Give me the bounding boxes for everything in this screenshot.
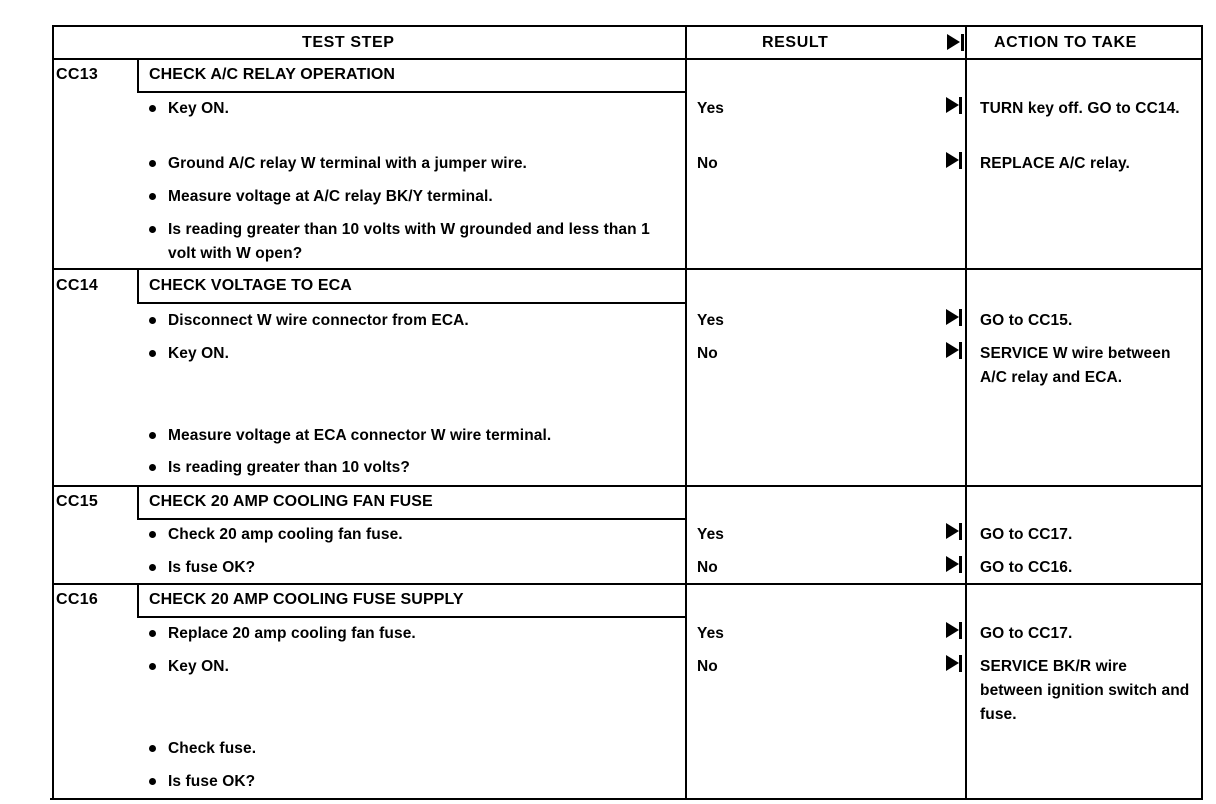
- step-instruction: Key ON.: [168, 100, 229, 117]
- step-title: CHECK 20 AMP COOLING FUSE SUPPLY: [149, 591, 464, 608]
- step-instruction: Check fuse.: [168, 740, 257, 757]
- step-instruction: Ground A/C relay W terminal with a jumper wire.: [168, 155, 527, 172]
- bullet-icon: [149, 432, 156, 439]
- bullet-icon: [149, 564, 156, 571]
- bullet-icon: [149, 745, 156, 752]
- action-text: GO to CC17.: [980, 526, 1073, 543]
- result-value: No: [697, 155, 718, 172]
- bullet-icon: [149, 630, 156, 637]
- bullet-icon: [149, 226, 156, 233]
- bullet-icon: [149, 778, 156, 785]
- table-right-border: [1201, 25, 1203, 800]
- bullet-icon: [149, 193, 156, 200]
- arrow-icon: [946, 309, 959, 325]
- action-text: SERVICE W wire between A/C relay and ECA.: [980, 345, 1171, 386]
- action-text: GO to CC16.: [980, 559, 1073, 576]
- step-title: CHECK A/C RELAY OPERATION: [149, 66, 396, 83]
- step-instruction: Replace 20 amp cooling fan fuse.: [168, 625, 416, 642]
- result-value: No: [697, 559, 718, 576]
- action-text: GO to CC15.: [980, 312, 1073, 329]
- arrow-bar: [959, 622, 962, 639]
- section-divider: [52, 485, 1203, 487]
- step-code: CC13: [56, 66, 99, 83]
- step-instruction: Is reading greater than 10 volts?: [168, 459, 410, 476]
- step-title: CHECK VOLTAGE TO ECA: [149, 277, 352, 294]
- step-instruction: Is reading greater than 10 volts with W grounded and less than 1 volt with W open?: [168, 221, 650, 262]
- result-value: No: [697, 345, 718, 362]
- step-instruction: Measure voltage at A/C relay BK/Y terminal.: [168, 188, 493, 205]
- arrow-icon: [946, 556, 959, 572]
- header-result: RESULT: [762, 34, 829, 51]
- table-left-border: [52, 25, 54, 800]
- step-instruction: Is fuse OK?: [168, 559, 256, 576]
- arrow-icon: [946, 655, 959, 671]
- step-code: CC16: [56, 591, 99, 608]
- bullet-icon: [149, 160, 156, 167]
- step-instruction: Key ON.: [168, 345, 229, 362]
- arrow-icon: [946, 97, 959, 113]
- code-cell-divider: [137, 58, 139, 92]
- title-cell-bottom: [137, 91, 686, 93]
- step-title: CHECK 20 AMP COOLING FAN FUSE: [149, 493, 433, 510]
- title-cell-bottom: [137, 616, 686, 618]
- bullet-icon: [149, 105, 156, 112]
- table-bottom-border: [50, 798, 1203, 800]
- arrow-bar: [959, 309, 962, 326]
- bullet-icon: [149, 317, 156, 324]
- bullet-icon: [149, 350, 156, 357]
- arrow-bar: [959, 97, 962, 114]
- step-instruction: Check 20 amp cooling fan fuse.: [168, 526, 403, 543]
- bullet-icon: [149, 663, 156, 670]
- step-code: CC15: [56, 493, 99, 510]
- section-divider: [52, 268, 1203, 270]
- arrow-icon: [946, 152, 959, 168]
- step-code: CC14: [56, 277, 99, 294]
- code-cell-divider: [137, 485, 139, 519]
- header-arrow-icon: [947, 34, 960, 50]
- header-test-step: TEST STEP: [302, 34, 395, 51]
- action-text: SERVICE BK/R wire between ignition switch and fuse.: [980, 658, 1190, 723]
- arrow-bar: [959, 152, 962, 169]
- step-instruction: Is fuse OK?: [168, 773, 256, 790]
- table-top-border: [52, 25, 1203, 27]
- bullet-icon: [149, 464, 156, 471]
- arrow-icon: [946, 622, 959, 638]
- title-cell-bottom: [137, 302, 686, 304]
- result-value: Yes: [697, 312, 725, 329]
- arrow-icon: [946, 342, 959, 358]
- code-cell-divider: [137, 583, 139, 617]
- arrow-bar: [959, 342, 962, 359]
- section-divider: [52, 583, 1203, 585]
- action-text: REPLACE A/C relay.: [980, 155, 1130, 172]
- step-instruction: Measure voltage at ECA connector W wire terminal.: [168, 427, 552, 444]
- result-value: No: [697, 658, 718, 675]
- result-value: Yes: [697, 625, 725, 642]
- arrow-bar: [959, 556, 962, 573]
- column-divider-action: [965, 25, 967, 800]
- action-text: TURN key off. GO to CC14.: [980, 100, 1180, 117]
- header-bottom-border: [52, 58, 1203, 60]
- header-action: ACTION TO TAKE: [994, 34, 1137, 51]
- title-cell-bottom: [137, 518, 686, 520]
- result-value: Yes: [697, 526, 725, 543]
- action-text: GO to CC17.: [980, 625, 1073, 642]
- result-value: Yes: [697, 100, 725, 117]
- step-instruction: Disconnect W wire connector from ECA.: [168, 312, 469, 329]
- code-cell-divider: [137, 268, 139, 303]
- arrow-bar: [959, 655, 962, 672]
- column-divider-result: [685, 25, 687, 800]
- arrow-icon: [946, 523, 959, 539]
- bullet-icon: [149, 531, 156, 538]
- arrow-bar: [959, 523, 962, 540]
- header-arrow-bar: [961, 34, 964, 51]
- step-instruction: Key ON.: [168, 658, 229, 675]
